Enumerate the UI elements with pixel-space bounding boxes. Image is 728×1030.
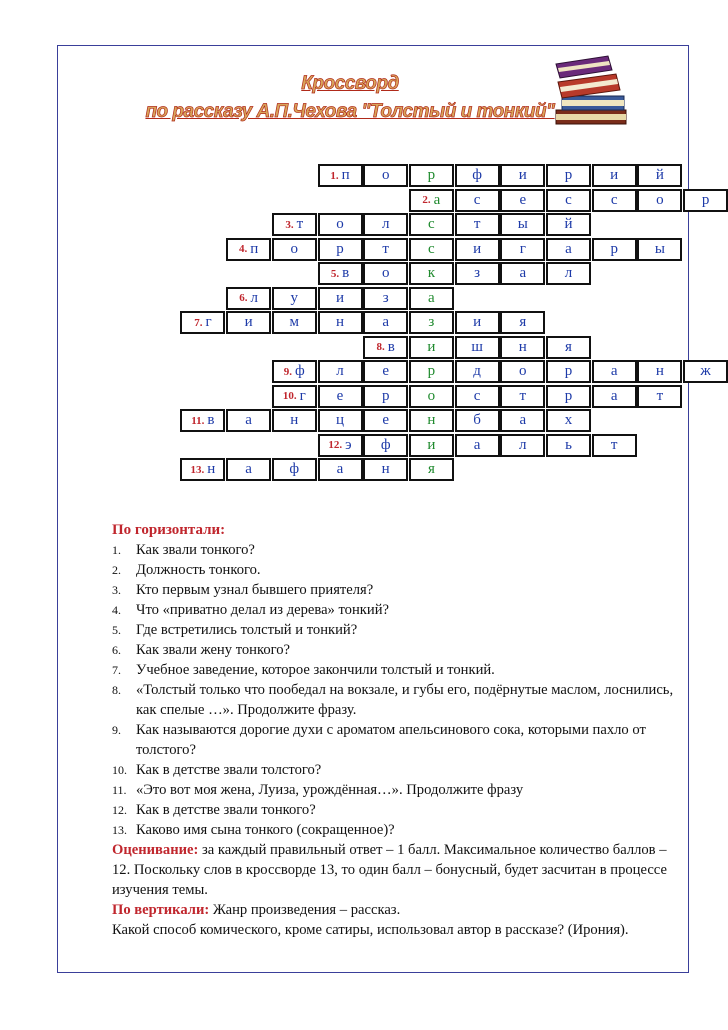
cell-letter: и xyxy=(335,289,345,306)
cell-letter: в xyxy=(387,338,395,355)
cell-letter: а xyxy=(473,436,481,453)
cell-letter: т xyxy=(656,387,664,404)
crossword-cell xyxy=(363,164,408,187)
cell-letter: а xyxy=(433,191,441,208)
clue-number: 1. xyxy=(330,169,339,182)
question-item xyxy=(112,540,684,560)
crossword-cell xyxy=(272,287,317,310)
question-text: Каково имя сына тонкого (сокращенное)? xyxy=(136,822,395,838)
crossword-cell xyxy=(637,238,682,261)
crossword-cell xyxy=(500,311,545,334)
crossword-cell xyxy=(455,238,500,261)
crossword-cell xyxy=(500,409,545,432)
cell-letter: в xyxy=(342,265,350,281)
cell-letter: е xyxy=(382,412,390,428)
question-number: 5. xyxy=(112,623,121,637)
crossword-cell xyxy=(500,164,545,187)
crossword-cell xyxy=(272,385,317,408)
page-subtitle: по рассказу А.П.Чехова "Толстый и тонкий" xyxy=(145,101,555,122)
question-item xyxy=(112,820,684,840)
crossword-cell xyxy=(592,434,637,457)
crossword-cell xyxy=(455,311,500,334)
clue-number: 3. xyxy=(285,218,294,231)
crossword-cell xyxy=(455,262,500,285)
cell-letter: а xyxy=(245,412,252,428)
crossword-cell xyxy=(363,311,408,334)
cell-letter: ш xyxy=(471,338,483,355)
crossword-cell xyxy=(546,434,591,457)
crossword-cell xyxy=(546,213,591,236)
page-title: Кроссворд xyxy=(301,73,399,94)
crossword-cell xyxy=(180,311,225,334)
horizontal-question-list xyxy=(112,540,684,840)
cell-letter: и xyxy=(518,167,527,183)
cell-letter: н xyxy=(655,363,664,379)
cell-letter: т xyxy=(382,240,389,257)
crossword-cell xyxy=(455,213,500,236)
crossword-cell xyxy=(683,360,728,383)
clue-number: 7. xyxy=(194,316,203,329)
cell-letter: ь xyxy=(565,436,572,453)
crossword-cell xyxy=(363,336,408,359)
crossword-cell xyxy=(409,385,454,408)
cell-letter: п xyxy=(341,167,350,183)
crossword-cell xyxy=(318,409,363,432)
cell-letter: л xyxy=(519,436,527,453)
crossword-cell xyxy=(272,311,317,334)
crossword-cell xyxy=(272,213,317,236)
crossword-cell xyxy=(272,360,317,383)
question-item xyxy=(112,780,684,800)
crossword-cell xyxy=(409,434,454,457)
cell-letter: а xyxy=(565,240,572,257)
question-text: Как звали жену тонкого? xyxy=(136,642,291,658)
crossword-cell xyxy=(546,164,591,187)
question-number: 12. xyxy=(112,803,127,817)
crossword-cell xyxy=(226,238,271,261)
question-text: Кто первым узнал бывшего приятеля? xyxy=(136,582,374,598)
cell-letter: ы xyxy=(654,240,665,257)
crossword-cell xyxy=(409,287,454,310)
cell-letter: о xyxy=(519,363,527,379)
crossword-cell xyxy=(500,360,545,383)
crossword-cell xyxy=(546,385,591,408)
crossword-cell xyxy=(455,409,500,432)
question-item xyxy=(112,720,684,760)
crossword-cell xyxy=(637,189,682,212)
crossword-cell xyxy=(637,360,682,383)
cell-letter: г xyxy=(299,387,306,404)
cell-letter: р xyxy=(701,191,710,208)
cell-letter: ж xyxy=(700,363,711,379)
question-item xyxy=(112,640,684,660)
question-text: Как звали тонкого? xyxy=(136,542,255,558)
cell-letter: р xyxy=(336,240,344,257)
crossword-cell xyxy=(409,262,454,285)
crossword-cell xyxy=(226,311,271,334)
crossword-cell xyxy=(546,262,591,285)
crossword-cell xyxy=(592,360,637,383)
crossword-cell xyxy=(546,360,591,383)
cell-letter: ф xyxy=(295,363,305,379)
crossword-cell xyxy=(318,311,363,334)
crossword-cell xyxy=(272,458,317,481)
question-text: «Это вот моя жена, Луиза, урождённая…». Продолжите фразу xyxy=(136,782,524,798)
crossword-cell xyxy=(546,238,591,261)
cell-letter: г xyxy=(519,240,526,257)
crossword-cell xyxy=(455,434,500,457)
cell-letter: р xyxy=(427,363,436,379)
crossword-cell xyxy=(363,213,408,236)
cell-letter: р xyxy=(564,387,573,404)
cell-letter: н xyxy=(335,314,345,330)
crossword-cell xyxy=(500,238,545,261)
crossword-cell xyxy=(409,336,454,359)
crossword-cell xyxy=(318,287,363,310)
cell-letter: э xyxy=(345,436,352,453)
question-number: 6. xyxy=(112,643,121,657)
cell-letter: д xyxy=(473,363,481,379)
cell-letter: й xyxy=(564,216,573,232)
crossword-cell xyxy=(546,336,591,359)
question-number: 8. xyxy=(112,683,121,697)
question-number: 11. xyxy=(112,783,127,797)
question-text: Должность тонкого. xyxy=(136,562,261,578)
cell-letter: и xyxy=(244,314,253,330)
crossword-cell xyxy=(455,360,500,383)
crossword-cell xyxy=(318,385,363,408)
cell-letter: р xyxy=(610,240,618,257)
crossword-cell xyxy=(363,287,408,310)
question-text: Учебное заведение, которое закончили толстый и тонкий. xyxy=(136,662,495,678)
cell-letter: и xyxy=(473,314,482,330)
question-item xyxy=(112,620,684,640)
question-item xyxy=(112,580,684,600)
question-text: Как называются дорогие духи с ароматом апельсинового сока, которыми пахло от толстого? xyxy=(136,722,646,758)
crossword-cell xyxy=(363,409,408,432)
crossword-cell xyxy=(318,458,363,481)
crossword-cell xyxy=(180,458,225,481)
cell-letter: з xyxy=(382,289,389,306)
crossword-cell xyxy=(409,311,454,334)
horizontal-heading: По горизонтали: xyxy=(112,522,226,538)
cell-letter: н xyxy=(290,412,299,428)
cell-letter: л xyxy=(336,363,344,379)
crossword-cell xyxy=(409,458,454,481)
cell-letter: е xyxy=(336,387,344,404)
crossword-cell xyxy=(409,213,454,236)
crossword-cell xyxy=(500,189,545,212)
crossword-cell xyxy=(180,409,225,432)
cell-letter: к xyxy=(427,265,436,281)
cell-letter: п xyxy=(250,240,259,257)
cell-letter: т xyxy=(610,436,618,453)
crossword-cell xyxy=(363,434,408,457)
crossword-cell xyxy=(500,213,545,236)
cell-letter: с xyxy=(428,216,435,232)
question-text: Где встретились толстый и тонкий? xyxy=(136,622,358,638)
crossword-cell xyxy=(683,189,728,212)
question-text: Как в детстве звали толстого? xyxy=(136,762,322,778)
clue-number: 10. xyxy=(282,390,297,402)
question-number: 4. xyxy=(112,603,121,617)
cell-letter: а xyxy=(519,265,527,281)
cell-letter: я xyxy=(519,314,527,330)
cell-letter: т xyxy=(473,216,481,232)
question-text: Как в детстве звали тонкого? xyxy=(136,802,316,818)
cell-letter: м xyxy=(289,314,300,330)
cell-letter: о xyxy=(381,167,390,183)
cell-letter: с xyxy=(565,191,572,208)
books-icon xyxy=(548,52,638,132)
cell-letter: а xyxy=(428,289,435,306)
cell-letter: т xyxy=(296,216,304,232)
question-number: 3. xyxy=(112,583,121,597)
cell-letter: с xyxy=(428,240,435,257)
vertical-text: Жанр произведения – рассказ. xyxy=(209,902,401,918)
crossword-cell xyxy=(500,385,545,408)
crossword-cell xyxy=(226,458,271,481)
crossword-cell xyxy=(546,189,591,212)
crossword-cell xyxy=(592,238,637,261)
clue-number: 8. xyxy=(376,341,385,353)
cell-letter: и xyxy=(473,240,482,257)
cell-letter: з xyxy=(428,314,435,330)
crossword-cell xyxy=(455,336,500,359)
cell-letter: о xyxy=(427,387,436,404)
cell-letter: л xyxy=(564,265,573,281)
crossword-cell xyxy=(318,164,363,187)
clue-number: 12. xyxy=(328,439,343,451)
cell-letter: о xyxy=(656,191,664,208)
questions-block xyxy=(112,520,684,940)
question-text: Что «приватно делал из дерева» тонкий? xyxy=(136,602,389,618)
clue-number: 9. xyxy=(283,365,293,378)
cell-letter: х xyxy=(564,412,573,428)
crossword-cell xyxy=(409,360,454,383)
crossword-cell xyxy=(318,360,363,383)
cell-letter: я xyxy=(565,338,572,355)
crossword-cell xyxy=(455,164,500,187)
question-number: 10. xyxy=(112,763,127,777)
cell-letter: е xyxy=(382,363,390,379)
cell-letter: а xyxy=(245,461,252,477)
crossword-cell xyxy=(318,213,363,236)
question-text: «Толстый только что пообедал на вокзале, и губы его, подёрнутые маслом, лоснились, как спелые …». Продолжите фразу. xyxy=(136,682,674,718)
question-item xyxy=(112,600,684,620)
crossword-cell xyxy=(592,189,637,212)
cell-letter: н xyxy=(381,461,390,477)
cell-letter: ф xyxy=(289,461,300,477)
grading-text: за каждый правильный ответ – 1 балл. Максимальное количество баллов – 12. Поскольку слов в кроссворде 13, то один балл – бонусный, будет засчитан в процессе изучения темы. xyxy=(112,842,667,898)
cell-letter: л xyxy=(250,289,258,306)
cell-letter: й xyxy=(655,167,664,183)
crossword-cell xyxy=(546,409,591,432)
vertical-label: По вертикали: xyxy=(112,902,210,918)
crossword-cell xyxy=(500,434,545,457)
crossword-cell xyxy=(637,385,682,408)
cell-letter: с xyxy=(610,191,618,208)
grading-label: Оценивание: xyxy=(112,842,199,858)
clue-number: 4. xyxy=(238,243,248,255)
question-item xyxy=(112,800,684,820)
cell-letter: а xyxy=(610,363,618,379)
crossword-cell xyxy=(318,434,363,457)
cell-letter: б xyxy=(473,412,481,428)
cell-letter: а xyxy=(519,412,527,428)
cell-letter: а xyxy=(610,387,618,404)
crossword-cell xyxy=(318,262,363,285)
crossword-cell xyxy=(272,409,317,432)
grading-paragraph xyxy=(112,840,684,900)
crossword-cell xyxy=(363,262,408,285)
crossword-cell xyxy=(363,385,408,408)
cell-letter: н xyxy=(518,338,527,355)
vertical-paragraph xyxy=(112,900,684,920)
cell-letter: я xyxy=(427,461,435,477)
clue-number: 11. xyxy=(191,414,205,427)
cell-letter: о xyxy=(290,240,299,257)
question-number: 1. xyxy=(112,543,121,557)
question-item xyxy=(112,560,684,580)
cell-letter: и xyxy=(427,436,436,453)
cell-letter: р xyxy=(381,387,390,404)
crossword-cell xyxy=(592,385,637,408)
cell-letter: н xyxy=(207,461,216,477)
crossword-cell xyxy=(226,409,271,432)
crossword-cell xyxy=(500,336,545,359)
crossword-cell xyxy=(363,360,408,383)
cell-letter: о xyxy=(381,265,390,281)
cell-letter: с xyxy=(473,387,481,404)
cell-letter: р xyxy=(427,167,436,183)
crossword-cell xyxy=(409,409,454,432)
cell-letter: т xyxy=(519,387,527,404)
crossword-cell xyxy=(637,164,682,187)
crossword-cell xyxy=(409,238,454,261)
cell-letter: у xyxy=(290,289,299,306)
cell-letter: г xyxy=(205,314,212,330)
vertical-question: Какой способ комического, кроме сатиры, использовал автор в рассказе? (Ирония). xyxy=(112,922,629,938)
crossword-cell xyxy=(363,238,408,261)
crossword-cell xyxy=(455,385,500,408)
crossword-cell xyxy=(226,287,271,310)
question-item xyxy=(112,660,684,680)
crossword-cell xyxy=(455,189,500,212)
cell-letter: е xyxy=(519,191,527,208)
cell-letter: р xyxy=(564,363,573,379)
cell-letter: а xyxy=(382,314,390,330)
crossword-cell xyxy=(592,164,637,187)
clue-number: 5. xyxy=(330,267,340,280)
cell-letter: о xyxy=(336,216,344,232)
cell-letter: ы xyxy=(517,216,528,232)
cell-letter: р xyxy=(564,167,573,183)
question-number: 13. xyxy=(112,823,127,837)
crossword-cell xyxy=(500,262,545,285)
question-number: 7. xyxy=(112,663,121,677)
clue-number: 6. xyxy=(239,292,248,304)
clue-number: 2. xyxy=(422,194,431,206)
crossword-cell xyxy=(318,238,363,261)
question-number: 9. xyxy=(112,723,121,737)
crossword-cell xyxy=(363,458,408,481)
cell-letter: а xyxy=(336,461,344,477)
question-item xyxy=(112,760,684,780)
cell-letter: и xyxy=(610,167,619,183)
crossword-cell xyxy=(272,238,317,261)
cell-letter: в xyxy=(207,412,215,428)
cell-letter: з xyxy=(474,265,481,281)
cell-letter: ф xyxy=(472,167,482,183)
question-item xyxy=(112,680,684,720)
cell-letter: л xyxy=(381,216,390,232)
cell-letter: ц xyxy=(335,412,345,428)
cell-letter: и xyxy=(427,338,436,355)
clue-number: 13. xyxy=(190,463,205,476)
cell-letter: ф xyxy=(380,436,391,453)
cell-letter: с xyxy=(473,191,481,208)
crossword-cell xyxy=(409,164,454,187)
crossword-cell xyxy=(409,189,454,212)
cell-letter: н xyxy=(427,412,436,428)
question-number: 2. xyxy=(112,563,121,577)
